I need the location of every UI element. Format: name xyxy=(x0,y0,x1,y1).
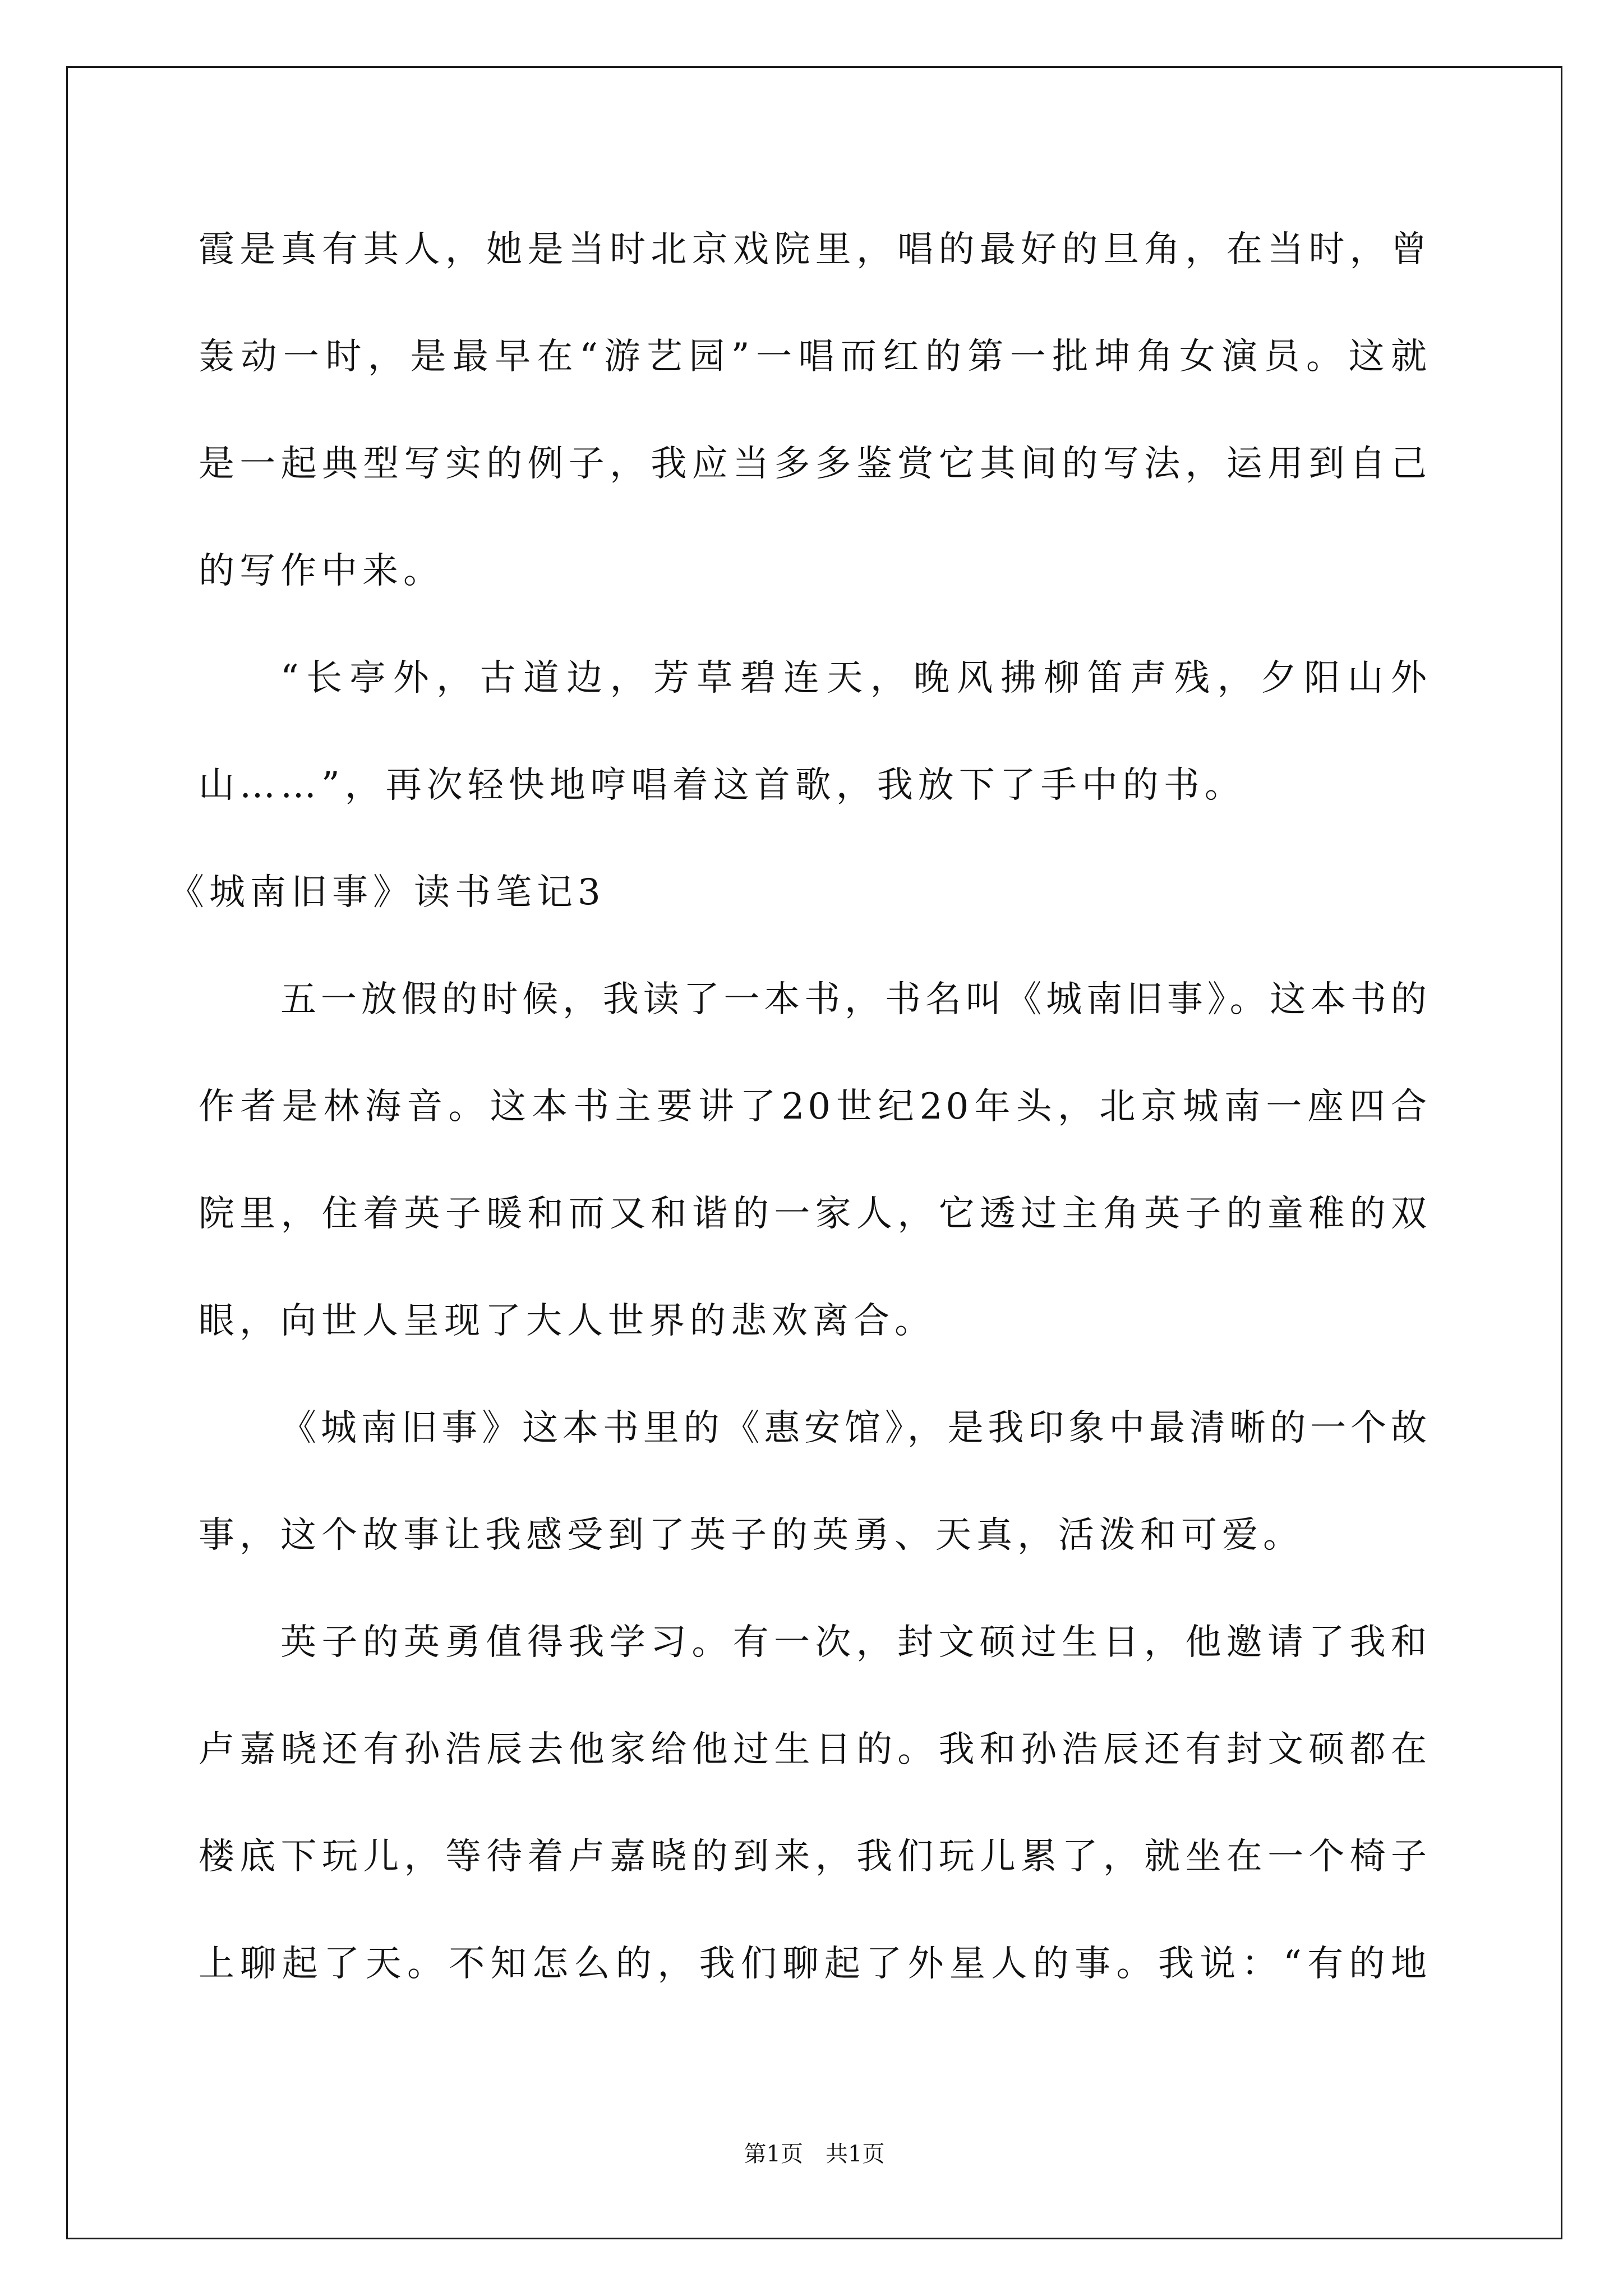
paragraph-line: 霞是真有其人，她是当时北京戏院里，唱的最好的旦角，在当时，曾 xyxy=(199,229,1430,270)
paragraph-line: 卢嘉晓还有孙浩辰去他家给他过生日的。我和孙浩辰还有封文硕都在 xyxy=(199,1729,1430,1770)
paragraph-line: 眼，向世人呈现了大人世界的悲欢离合。 xyxy=(199,1300,935,1342)
paragraph xyxy=(199,1375,1430,1589)
paragraph-line: 五一放假的时候，我读了一本书，书名叫《城南旧事》。这本书的 xyxy=(280,979,1430,1020)
section-heading: 《城南旧事》读书笔记3 xyxy=(168,872,606,913)
page-footer xyxy=(66,2141,1562,2168)
paragraph-line: 《城南旧事》这本书里的《惠安馆》，是我印象中最清晰的一个故 xyxy=(280,1407,1430,1449)
paragraph-line: “长亭外，古道边，芳草碧连天，晚风拂柳笛声残，夕阳山外 xyxy=(280,657,1430,699)
paragraph xyxy=(199,1589,1430,2018)
paragraph-line: 英子的英勇值得我学习。有一次，封文硕过生日，他邀请了我和 xyxy=(280,1622,1430,1663)
paragraph xyxy=(199,946,1430,1375)
paragraph xyxy=(199,625,1430,839)
paragraph-line: 事，这个故事让我感受到了英子的英勇、天真，活泼和可爱。 xyxy=(199,1515,1304,1556)
paragraph xyxy=(199,196,1430,625)
paragraph-line: 山……”，再次轻快地哼唱着这首歌，我放下了手中的书。 xyxy=(199,765,1246,806)
paragraph-line: 是一起典型写实的例子，我应当多多鉴赏它其间的写法，运用到自己 xyxy=(199,443,1430,485)
paragraph-line: 上聊起了天。不知怎么的，我们聊起了外星人的事。我说：“有的地 xyxy=(199,1943,1430,1985)
paragraph-line: 作者是林海音。这本书主要讲了20世纪20年头，北京城南一座四合 xyxy=(199,1086,1430,1128)
page-indicator: 第1页 共1页 xyxy=(744,2141,885,2167)
paragraph-line: 的写作中来。 xyxy=(199,550,444,592)
document-body xyxy=(168,196,1430,2018)
paragraph-line: 轰动一时，是最早在“游艺园”一唱而红的第一批坤角女演员。这就 xyxy=(199,336,1430,378)
paragraph-line: 楼底下玩儿，等待着卢嘉晓的到来，我们玩儿累了，就坐在一个椅子 xyxy=(199,1836,1430,1878)
paragraph-line: 院里，住着英子暖和而又和谐的一家人，它透过主角英子的童稚的双 xyxy=(199,1193,1430,1235)
